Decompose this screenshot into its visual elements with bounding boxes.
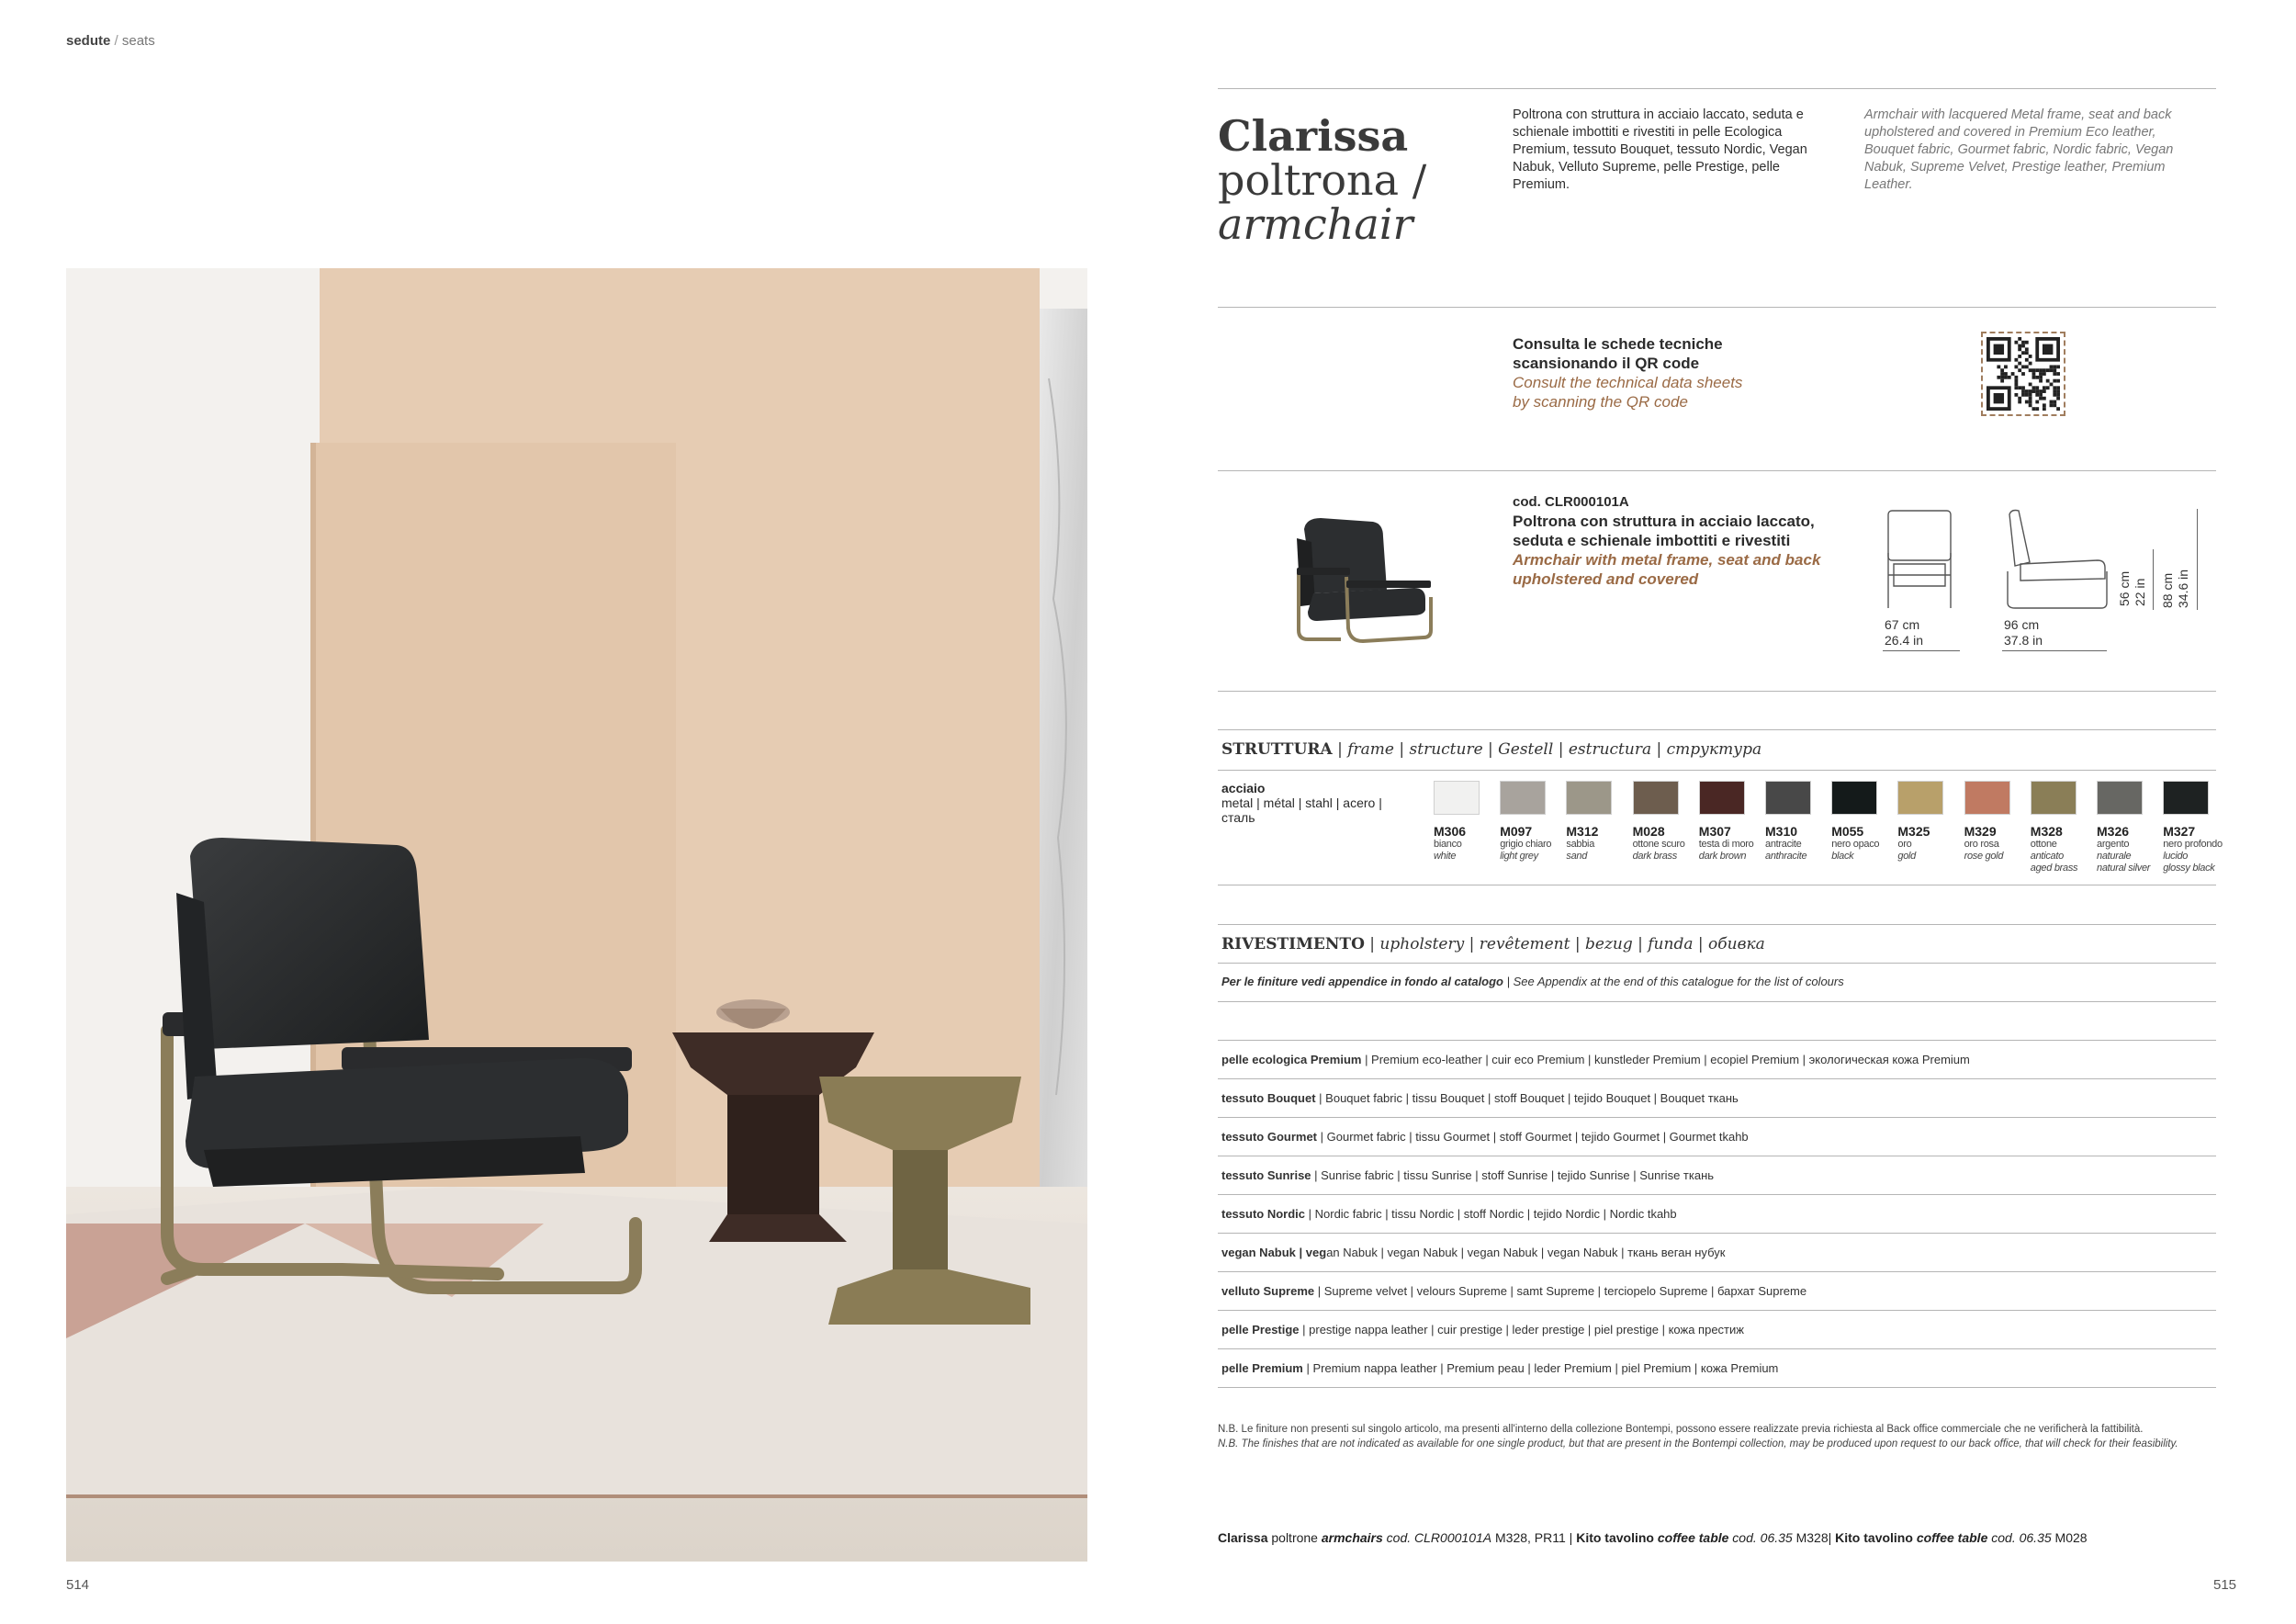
qr-line1-en: Consult the technical data sheets xyxy=(1513,374,1743,391)
upholstery-note xyxy=(1221,975,1844,988)
upholstery-row-main: vegan Nabuk | veg xyxy=(1221,1246,1327,1259)
upholstery-row xyxy=(1221,1246,1725,1259)
swatch-name-en: black xyxy=(1831,851,1854,862)
swatch-name-it: nero profondo xyxy=(2163,839,2223,850)
divider-item-top xyxy=(1218,470,2216,471)
caption-type-1: armchairs xyxy=(1321,1530,1383,1545)
upholstery-row-divider xyxy=(1218,1310,2216,1311)
swatch-name-it: oro xyxy=(1897,839,1912,850)
finish-swatch-m327 xyxy=(2163,781,2229,874)
seat-height-line xyxy=(2153,549,2154,610)
product-type-en: armchair xyxy=(1218,199,1413,249)
upholstery-row-divider xyxy=(1218,1117,2216,1118)
product-type-it: poltrona / xyxy=(1218,155,1427,205)
structure-heading xyxy=(1221,740,1761,759)
swatch-color xyxy=(1566,781,1612,815)
caption-code-3: cod. 06.35 xyxy=(1987,1530,2052,1545)
total-height-dimension xyxy=(2160,570,2191,608)
item-code: cod. CLR000101A xyxy=(1513,494,1629,510)
swatch-name-en: white xyxy=(1434,851,1457,862)
upholstery-row xyxy=(1221,1207,1677,1221)
qr-code[interactable] xyxy=(1981,332,2065,416)
upholstery-row-main: velluto Supreme xyxy=(1221,1284,1315,1298)
depth-dimension xyxy=(2004,617,2043,648)
upholstery-row-main: pelle Premium xyxy=(1221,1361,1303,1375)
item-details xyxy=(1513,492,1843,589)
swatch-name-en: dark brown xyxy=(1698,851,1747,862)
finish-note-it: N.B. Le finiture non presenti sul singolo articolo, ma presenti all'interno della collezione Bontempi, possono essere realizzate previa richiesta al Back office commerciale che ne verificherà la fattibilità. xyxy=(1218,1424,2144,1435)
upholstery-row-divider xyxy=(1218,1194,2216,1195)
item-description-en: Armchair with metal frame, seat and back upholstered and covered xyxy=(1513,551,1821,588)
width-dimension xyxy=(1885,617,1923,648)
swatch-name-en: naturale xyxy=(2097,851,2132,862)
swatch-name-it: oro rosa xyxy=(1964,839,1999,850)
swatch-code: M307 xyxy=(1698,824,1731,839)
product-description-it: Poltrona con struttura in acciaio laccato, seduta e schienale imbottiti e rivestiti in pelle Ecologica Premium, tessuto Bouquet, tessuto Nordic, Vegan Nabuk, Velluto Supreme, pelle Prestige, pelle Premium. xyxy=(1513,107,1807,192)
upholstery-row-rest: an Nabuk | vegan Nabuk | vegan Nabuk | vegan Nabuk | ткань веган нубук xyxy=(1326,1246,1726,1259)
material-line2: metal | métal | stahl | acero | xyxy=(1221,795,1382,810)
divider-qr-top xyxy=(1218,307,2216,308)
upholstery-row-rest: | Premium nappa leather | Premium peau | leder Premium | piel Premium | кожа Premium xyxy=(1302,1361,1779,1375)
upholstery-row-main: tessuto Gourmet xyxy=(1221,1130,1318,1144)
material-main: acciaio xyxy=(1221,781,1266,795)
breadcrumb-separator: / xyxy=(110,33,122,49)
finish-swatch-m328 xyxy=(2031,781,2097,874)
finish-swatch-m326 xyxy=(2097,781,2163,874)
swatch-code: M329 xyxy=(1964,824,1997,839)
side-view-drawing xyxy=(2002,507,2112,614)
swatch-name-it: bianco xyxy=(1434,839,1462,850)
finish-swatch-m312 xyxy=(1566,781,1632,863)
total-height-line xyxy=(2197,509,2198,610)
upholstery-row xyxy=(1221,1130,1749,1144)
swatch-code: M097 xyxy=(1500,824,1533,839)
front-view-drawing xyxy=(1883,507,1956,614)
caption-type-2: coffee table xyxy=(1657,1530,1729,1545)
material-line3: сталь xyxy=(1221,810,1255,825)
finish-swatch-m325 xyxy=(1897,781,1964,863)
swatch-code: M028 xyxy=(1632,824,1665,839)
photo-caption xyxy=(1218,1530,2088,1545)
caption-product-3: Kito tavolino xyxy=(1835,1530,1913,1545)
seat-height-dimension xyxy=(2117,571,2148,606)
swatch-code: M306 xyxy=(1434,824,1467,839)
finish-swatch-m329 xyxy=(1964,781,2031,863)
qr-code-icon xyxy=(1986,337,2060,411)
structure-material xyxy=(1221,781,1382,825)
swatch-color xyxy=(1765,781,1811,815)
total-height-cm: 88 cm xyxy=(2160,572,2175,608)
swatch-name-it: sabbia xyxy=(1566,839,1595,850)
divider-structure-head xyxy=(1218,770,2216,771)
divider-structure-top xyxy=(1218,729,2216,730)
divider-upholstery-top xyxy=(1218,924,2216,925)
swatch-name-en: anticato xyxy=(2030,851,2064,862)
swatch-name-en: light grey xyxy=(1500,851,1538,862)
upholstery-heading xyxy=(1221,935,1765,953)
swatch-name-en: sand xyxy=(1566,851,1588,862)
swatch-color xyxy=(2163,781,2209,815)
finish-swatch-m097 xyxy=(1500,781,1566,863)
swatch-name-en: dark brass xyxy=(1632,851,1677,862)
upholstery-row-main: tessuto Nordic xyxy=(1221,1207,1306,1221)
swatch-code: M312 xyxy=(1566,824,1599,839)
structure-title-rest: | frame | structure | Gestell | estructura | структура xyxy=(1332,740,1762,759)
upholstery-row-main: tessuto Bouquet xyxy=(1221,1091,1316,1105)
caption-type-3: coffee table xyxy=(1916,1530,1988,1545)
swatch-code: M055 xyxy=(1831,824,1864,839)
swatch-code: M325 xyxy=(1897,824,1930,839)
caption-code-2: cod. 06.35 xyxy=(1728,1530,1793,1545)
swatch-name-en2: natural silver xyxy=(2097,863,2151,874)
page-number-right: 515 xyxy=(2213,1577,2237,1593)
swatch-name-it: ottone scuro xyxy=(1632,839,1685,850)
swatch-code: M327 xyxy=(2163,824,2196,839)
swatch-name-it: testa di moro xyxy=(1698,839,1754,850)
qr-instructions xyxy=(1513,334,1788,412)
swatch-color xyxy=(1434,781,1480,815)
swatch-color xyxy=(1897,781,1943,815)
swatch-name-en: anthracite xyxy=(1765,851,1807,862)
upholstery-row-divider xyxy=(1218,1387,2216,1388)
divider-upholstery-note xyxy=(1218,1001,2216,1002)
swatch-color xyxy=(1500,781,1546,815)
item-description-it: Poltrona con struttura in acciaio laccato, seduta e schienale imbottiti e rivestiti xyxy=(1513,513,1815,549)
divider-top xyxy=(1218,88,2216,89)
depth-in: 37.8 in xyxy=(2004,633,2043,648)
swatch-color xyxy=(1831,781,1877,815)
depth-line xyxy=(2002,650,2107,651)
swatch-name-it: argento xyxy=(2097,839,2130,850)
swatch-code: M326 xyxy=(2097,824,2130,839)
swatch-code: M310 xyxy=(1765,824,1798,839)
upholstery-row xyxy=(1221,1323,1744,1336)
upholstery-row xyxy=(1221,1091,1739,1105)
divider-upholstery-list-top xyxy=(1218,1040,2216,1041)
upholstery-row-main: pelle Prestige xyxy=(1221,1323,1300,1336)
product-photo xyxy=(66,268,1087,1562)
swatch-color xyxy=(2097,781,2143,815)
swatch-name-it: ottone xyxy=(2030,839,2057,850)
width-in: 26.4 in xyxy=(1885,633,1924,648)
finish-note-en: N.B. The finishes that are not indicated as available for one single product, but that are present in the Bontempi collection, may be produced upon request to our back office, that will check for their feasibility. xyxy=(1218,1438,2178,1449)
upholstery-row-main: pelle ecologica Premium xyxy=(1221,1053,1362,1066)
upholstery-row xyxy=(1221,1284,1806,1298)
swatch-name-en2: glossy black xyxy=(2163,863,2215,874)
caption-product-1: Clarissa xyxy=(1218,1530,1268,1545)
total-height-in: 34.6 in xyxy=(2176,569,2190,608)
caption-code-1: cod. CLR000101A xyxy=(1382,1530,1492,1545)
upholstery-row xyxy=(1221,1361,1778,1375)
item-thumbnail xyxy=(1286,502,1442,648)
swatch-name-en2: aged brass xyxy=(2030,863,2078,874)
swatch-name-en: gold xyxy=(1897,851,1916,862)
caption-finish-1: M328, PR11 | xyxy=(1491,1530,1577,1545)
structure-title-main: STRUTTURA xyxy=(1221,740,1333,759)
page-number-left: 514 xyxy=(66,1577,90,1593)
swatch-color xyxy=(1964,781,2010,815)
caption-product-2: Kito tavolino xyxy=(1576,1530,1654,1545)
swatch-color xyxy=(2031,781,2077,815)
swatch-name-it: nero opaco xyxy=(1831,839,1880,850)
upholstery-row-divider xyxy=(1218,1078,2216,1079)
upholstery-note-bold: Per le finiture vedi appendice in fondo al catalogo xyxy=(1221,975,1503,988)
upholstery-row-rest: | Premium eco-leather | cuir eco Premium | kunstleder Premium | ecopiel Premium | экологическая кожа Premium xyxy=(1361,1053,1970,1066)
caption-finish-3: M028 xyxy=(2051,1530,2088,1545)
finish-swatch-m306 xyxy=(1434,781,1500,863)
caption-text-1: poltrone xyxy=(1267,1530,1322,1545)
product-name: Clarissa xyxy=(1218,111,1409,161)
upholstery-row-divider xyxy=(1218,1271,2216,1272)
upholstery-row-rest: | Nordic fabric | tissu Nordic | stoff Nordic | tejido Nordic | Nordic tkahb xyxy=(1305,1207,1677,1221)
finish-swatch-m307 xyxy=(1699,781,1765,863)
upholstery-row-rest: | prestige nappa leather | cuir prestige | leder prestige | piel prestige | кожа престиж xyxy=(1299,1323,1744,1336)
upholstery-row-main: tessuto Sunrise xyxy=(1221,1168,1311,1182)
divider-upholstery-head xyxy=(1218,963,2216,964)
finish-swatch-m055 xyxy=(1831,781,1897,863)
breadcrumb xyxy=(66,33,155,49)
swatch-color xyxy=(1699,781,1745,815)
qr-line1-it: Consulta le schede tecniche xyxy=(1513,335,1723,353)
upholstery-title-rest: | upholstery | revêtement | bezug | funda | обивка xyxy=(1364,935,1765,953)
finish-swatch-m310 xyxy=(1765,781,1831,863)
finish-swatch-m028 xyxy=(1633,781,1699,863)
width-line xyxy=(1883,650,1960,651)
product-title xyxy=(1218,111,1427,249)
upholstery-title-main: RIVESTIMENTO xyxy=(1221,935,1365,953)
upholstery-row-rest: | Sunrise fabric | tissu Sunrise | stoff Sunrise | tejido Sunrise | Sunrise ткань xyxy=(1311,1168,1715,1182)
swatch-code: M328 xyxy=(2030,824,2063,839)
seat-height-in: 22 in xyxy=(2133,578,2147,606)
qr-line2-en: by scanning the QR code xyxy=(1513,393,1688,411)
room-scene-illustration xyxy=(66,268,1087,1562)
upholstery-row xyxy=(1221,1168,1714,1182)
finish-note xyxy=(1218,1422,2178,1451)
depth-cm: 96 cm xyxy=(2004,617,2040,632)
upholstery-row-divider xyxy=(1218,1348,2216,1349)
upholstery-row-rest: | Gourmet fabric | tissu Gourmet | stoff Gourmet | tejido Gourmet | Gourmet tkahb xyxy=(1317,1130,1749,1144)
swatch-name-en: lucido xyxy=(2163,851,2189,862)
product-description-en: Armchair with lacquered Metal frame, seat and back upholstered and covered in Premium Eco leather, Bouquet fabric, Gourmet fabric, Nordic fabric, Vegan Nabuk, Supreme Velvet, Prestige leather, Premium Leather. xyxy=(1864,107,2174,192)
width-cm: 67 cm xyxy=(1885,617,1920,632)
divider-item-bottom xyxy=(1218,691,2216,692)
breadcrumb-sub: seats xyxy=(121,33,155,49)
upholstery-note-rest: | See Appendix at the end of this catalogue for the list of colours xyxy=(1503,975,1844,988)
caption-finish-2: M328| xyxy=(1792,1530,1836,1545)
swatch-color xyxy=(1633,781,1679,815)
swatch-name-en: rose gold xyxy=(1964,851,2004,862)
swatch-name-it: antracite xyxy=(1765,839,1802,850)
swatch-name-it: grigio chiaro xyxy=(1500,839,1552,850)
breadcrumb-main: sedute xyxy=(66,33,111,49)
upholstery-row-rest: | Supreme velvet | velours Supreme | samt Supreme | terciopelo Supreme | бархат Supreme xyxy=(1314,1284,1807,1298)
seat-height-cm: 56 cm xyxy=(2117,570,2132,606)
upholstery-row xyxy=(1221,1053,1970,1066)
upholstery-row-divider xyxy=(1218,1233,2216,1234)
qr-line2-it: scansionando il QR code xyxy=(1513,355,1700,372)
upholstery-row-rest: | Bouquet fabric | tissu Bouquet | stoff Bouquet | tejido Bouquet | Bouquet ткань xyxy=(1315,1091,1739,1105)
